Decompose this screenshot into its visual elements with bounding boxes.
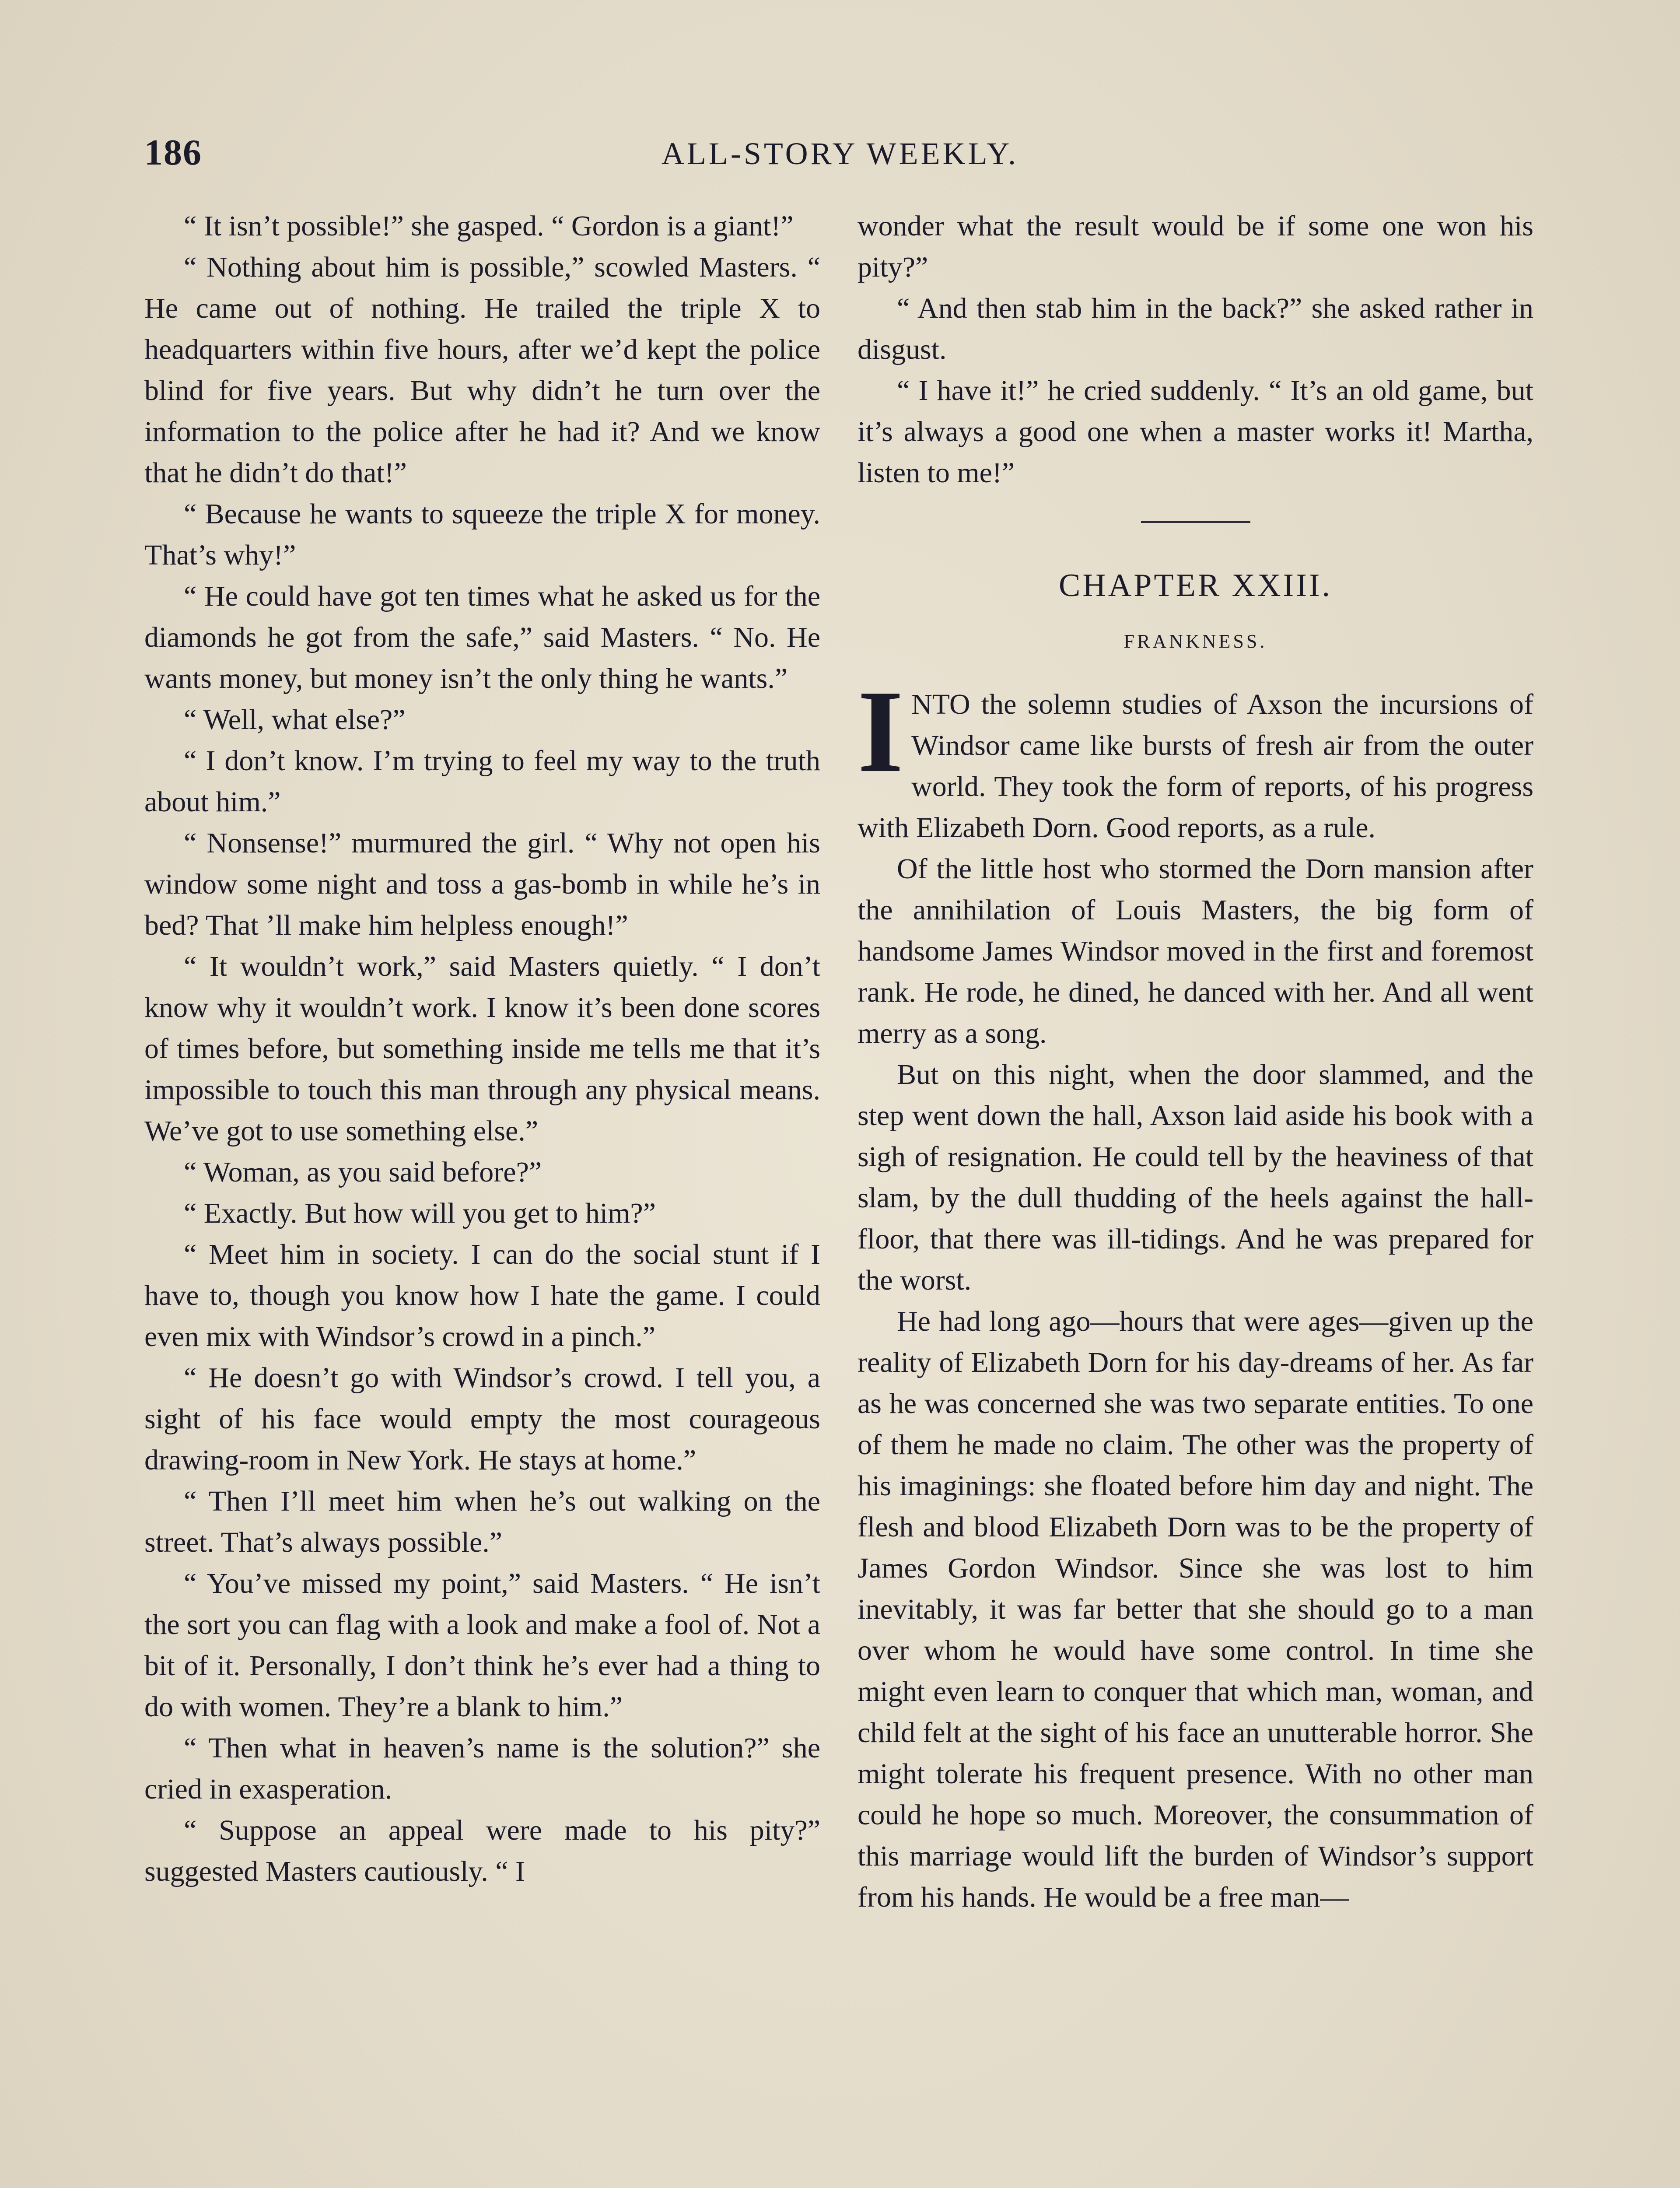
right-column — [858, 206, 1533, 1918]
chapter-opening-paragraph — [858, 666, 1533, 849]
paragraph: “ It isn’t possible!” she gasped. “ Gordon is a giant!” — [184, 210, 794, 242]
paragraph: But on this night, when the door slammed, and the step went down the hall, Axson laid aside his book with a sigh of resignation. He could tell by the heaviness of that slam, by the dull thudding of the heels against the hall-floor, that there was ill-tidings. And he was prepared for the worst. — [858, 1059, 1533, 1296]
paragraph: “ You’ve missed my point,” said Masters. “ He isn’t the sort you can flag with a look and make a fool of. Not a bit of it. Personally, I don’t think he’s ever had a thing to do with women. They’re a blank to him.” — [144, 1567, 820, 1723]
paragraph: “ Woman, as you said before?” — [184, 1156, 542, 1188]
paragraph: “ He could have got ten times what he asked us for the diamonds he got from the safe,” said Masters. “ No. He wants money, but money isn’t the only thing he wants.” — [144, 580, 820, 694]
paragraph: “ I don’t know. I’m trying to feel my way to the truth about him.” — [144, 745, 820, 818]
paragraph: “ Suppose an appeal were made to his pity?” suggested Masters cautiously. “ I — [144, 1814, 820, 1887]
running-title: ALL-STORY WEEKLY. — [661, 136, 1019, 171]
paragraph: “ Because he wants to squeeze the triple X for money. That’s why!” — [144, 498, 820, 571]
paragraph: “ Meet him in society. I can do the social stunt if I have to, though you know how I hate the game. I could even mix with Windsor’s crowd in a pinch.” — [144, 1238, 820, 1353]
paragraph: “ Then what in heaven’s name is the solution?” she cried in exasperation. — [144, 1732, 820, 1805]
chapter-title: CHAPTER XXIII. — [1059, 568, 1332, 603]
paragraph: “ Nonsense!” murmured the girl. “ Why not open his window some night and toss a gas-bomb in while he’s in bed? That ’ll make him helpless enough!” — [144, 827, 820, 941]
paragraph: “ It wouldn’t work,” said Masters quietly. “ I don’t know why it wouldn’t work. I know it’s been done scores of times before, but something inside me tells me that it’s impossible to touch this man through any physical means. We’ve got to use something else.” — [144, 950, 820, 1147]
drop-cap: I — [858, 666, 904, 797]
paragraph: “ Nothing about him is possible,” scowled Masters. “ He came out of nothing. He trailed the triple X to headquarters within five hours, after we’d kept the police blind for five years. But why didn’t he turn over the information to the police after he had it? And we know that he didn’t do that!” — [144, 251, 820, 489]
page-number: 186 — [144, 132, 202, 173]
paragraph: He had long ago—hours that were ages—given up the reality of Elizabeth Dorn for his day-dreams of her. As far as he was concerned she was two separate entities. To one of them he made no claim. The other was the property of his imaginings: she floated before him day and night. The flesh and blood Elizabeth Dorn was to be the property of James Gordon Windsor. Since she was lost to him inevitably, it was far better that she should go to a man over whom he would have some control. In time she might even learn to conquer that which man, woman, and child felt at the sight of his face an unutterable horror. She might tolerate his frequent presence. With no other man could he hope so much. Moreover, the consummation of this marriage would lift the burden of Windsor’s support from his hands. He would be a free man— — [858, 1305, 1533, 1913]
paragraph: “ He doesn’t go with Windsor’s crowd. I tell you, a sight of his face would empty the most courageous drawing-room in New York. He stays at home.” — [144, 1362, 820, 1476]
opening-text: NTO the solemn studies of Axson the incursions of Windsor came like bursts of fresh air from the outer world. They took the form of reports, of his progress with Elizabeth Dorn. Good reports, as a rule. — [858, 688, 1533, 844]
page-header — [144, 127, 1536, 188]
paragraph: “ I have it!” he cried suddenly. “ It’s an old game, but it’s always a good one when a master works it! Martha, listen to me!” — [858, 375, 1533, 489]
paragraph: “ Exactly. But how will you get to him?” — [184, 1197, 656, 1229]
chapter-subtitle: FRANKNESS. — [1124, 631, 1267, 652]
paragraph: “ And then stab him in the back?” she asked rather in disgust. — [858, 292, 1533, 365]
section-divider — [1141, 521, 1250, 523]
paragraph: “ Well, what else?” — [184, 704, 406, 736]
paragraph: wonder what the result would be if some one won his pity?” — [858, 210, 1533, 283]
paragraph: “ Then I’ll meet him when he’s out walking on the street. That’s always possible.” — [144, 1485, 820, 1558]
left-column — [144, 206, 820, 1892]
paragraph: Of the little host who stormed the Dorn mansion after the annihilation of Louis Masters, the big form of handsome James Windsor moved in the first and foremost rank. He rode, he dined, he danced with her. And all went merry as a song. — [858, 853, 1533, 1049]
